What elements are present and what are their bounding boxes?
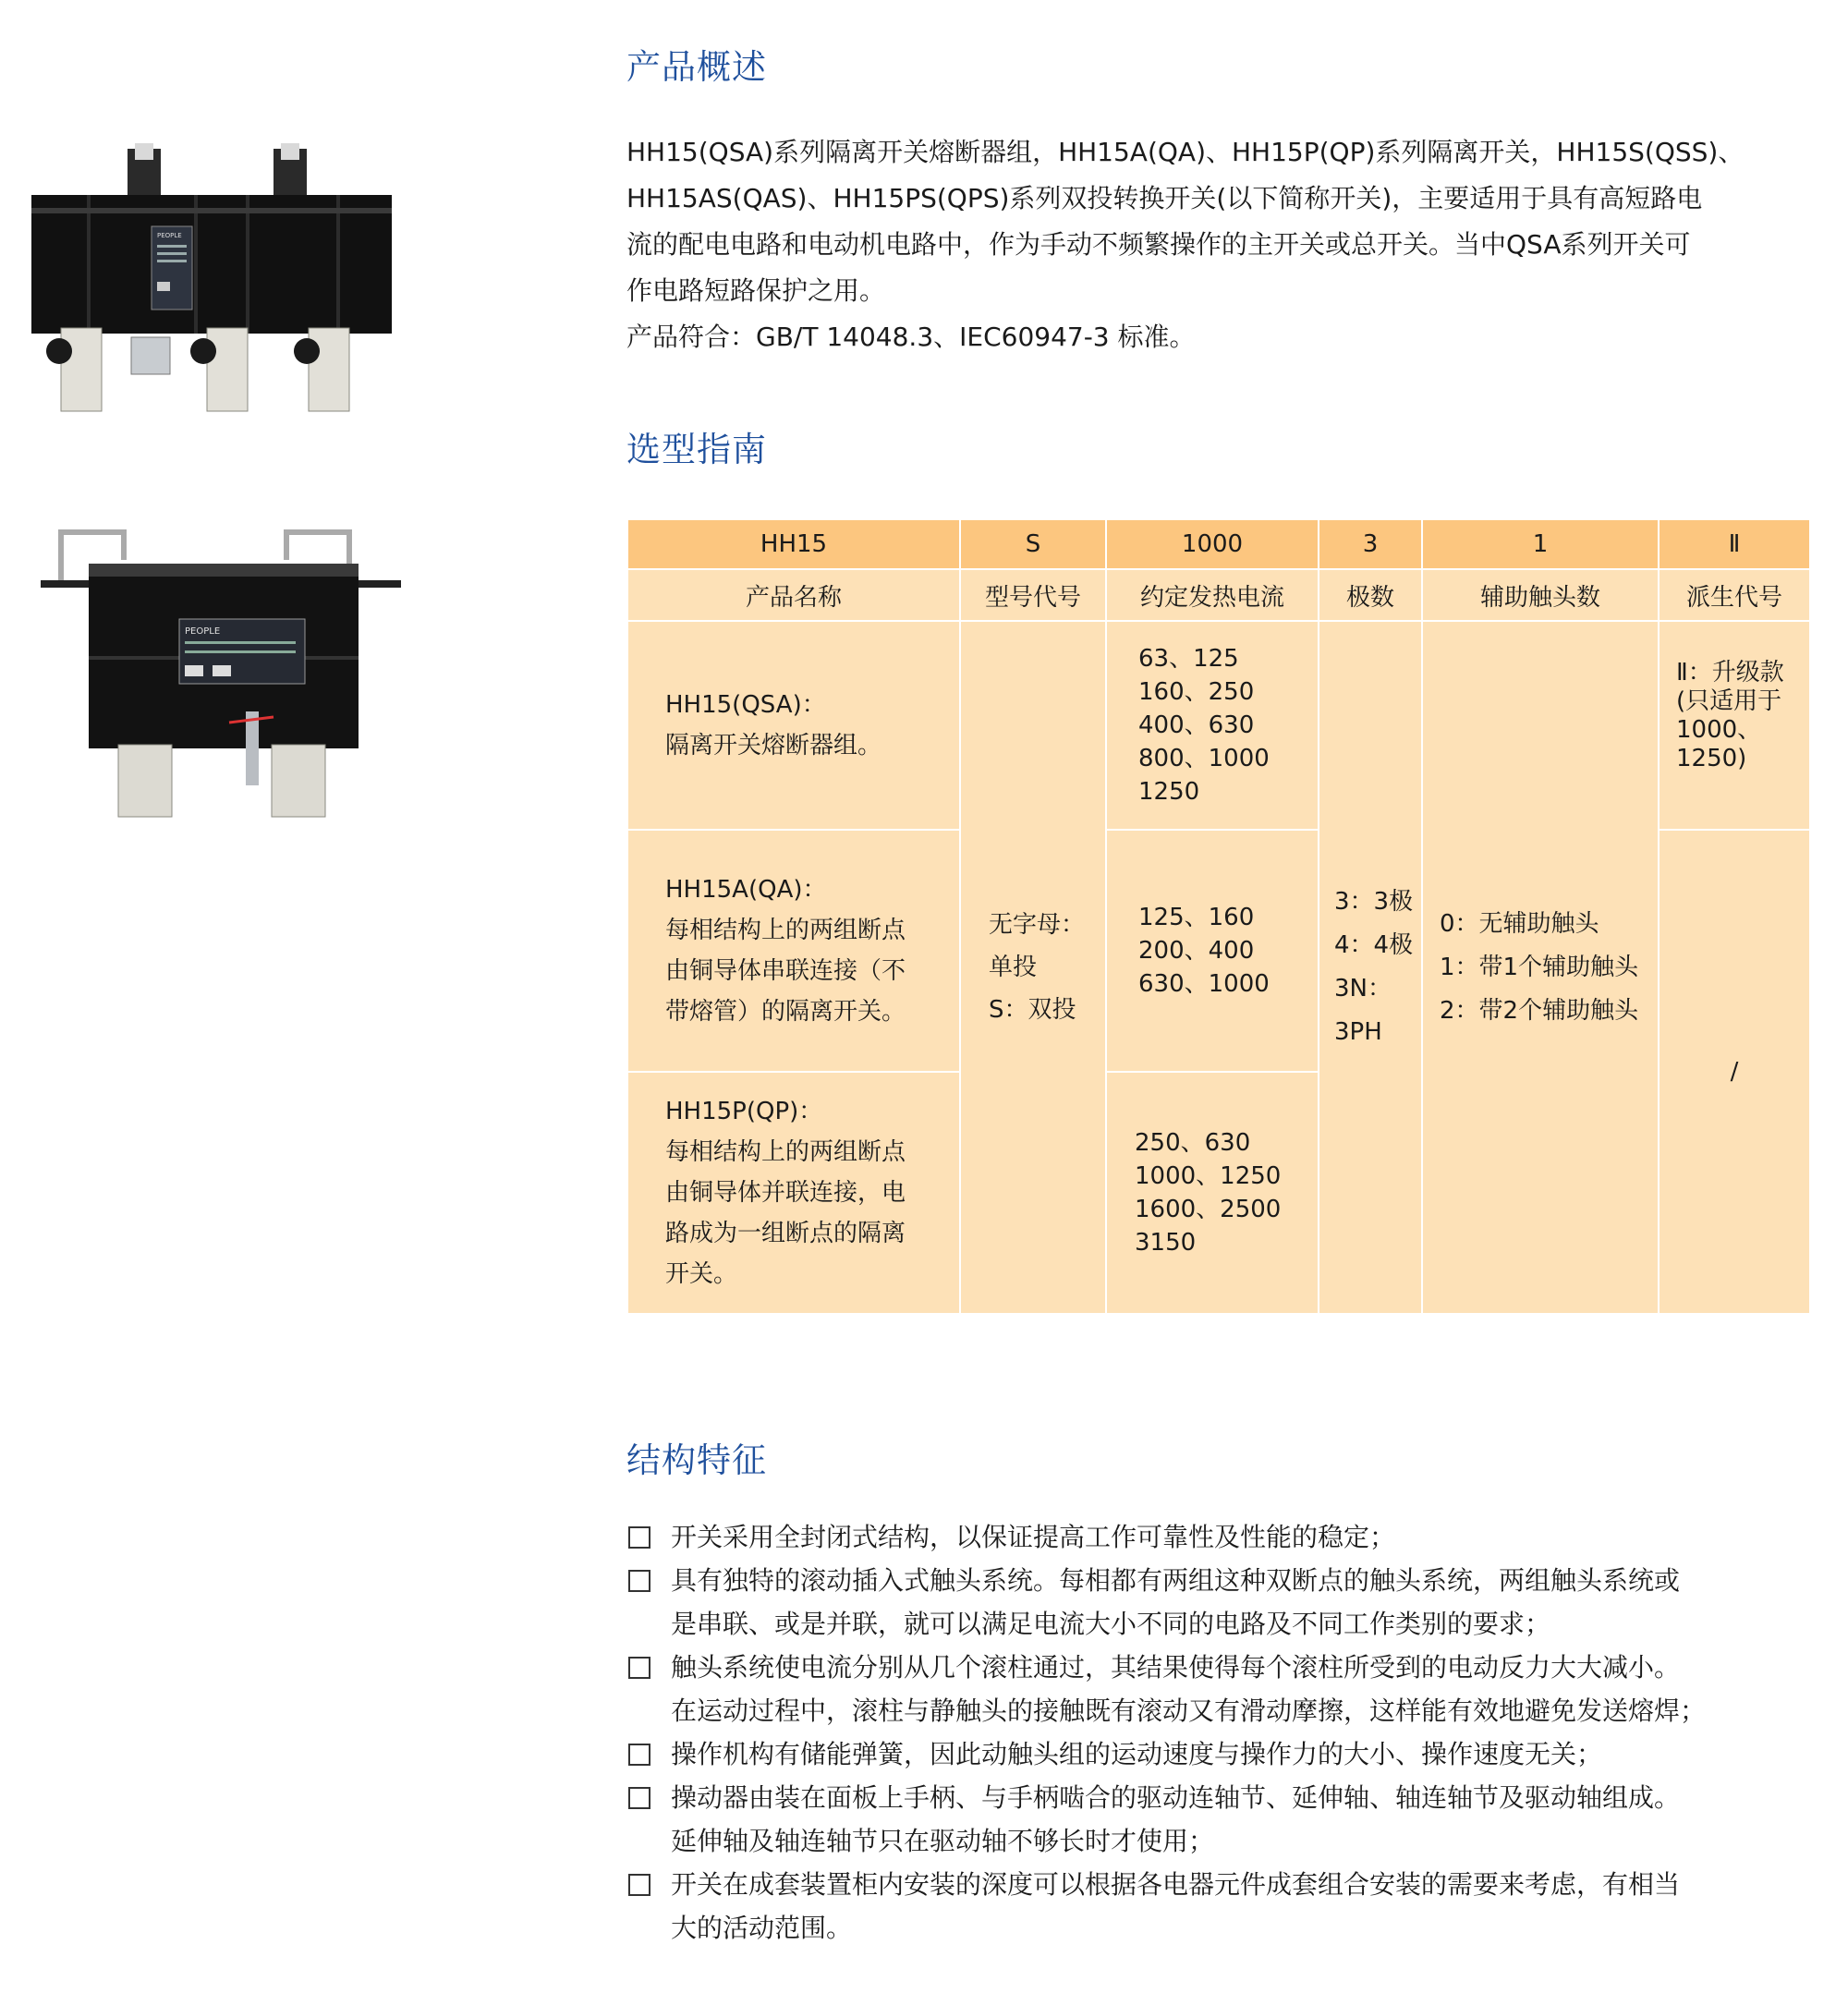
header-aux-contacts: 辅助触头数 [1422, 569, 1659, 621]
current-qp: 250、630 1000、1250 1600、2500 3150 [1106, 1072, 1319, 1314]
feature-item: 触头系统使电流分别从几个滚柱通过，其结果使得每个滚柱所受到的电动反力大大减小。 在运动过程中，滚柱与静触头的接触既有滚动又有滑动摩擦，这样能有效地避免发送熔焊； [626, 1646, 1828, 1732]
selection-table [626, 518, 1811, 1315]
header-rated-current: 约定发热电流 [1106, 569, 1319, 621]
code-type: S [960, 519, 1106, 569]
model-code-cell: 无字母： 单投 S：双投 [960, 621, 1106, 1314]
product-photo-switch [41, 527, 407, 822]
overview-line: 作电路短路保护之用。 [626, 275, 886, 306]
header-derived-code: 派生代号 [1659, 569, 1810, 621]
features-title: 结构特征 [626, 1440, 767, 1480]
code-derived: Ⅱ [1659, 519, 1810, 569]
feature-item: 开关在成套装置柜内安装的深度可以根据各电器元件成套组合安装的需要来考虑，有相当 大的活动范围。 [626, 1863, 1828, 1950]
derived-upgrade: Ⅱ：升级款 (只适用于 1000、 1250) [1659, 621, 1810, 830]
checkbox-square-icon [628, 1787, 650, 1809]
feature-item: 操作机构有储能弹簧，因此动触头组的运动速度与操作力的大小、操作速度无关； [626, 1732, 1828, 1776]
overview-line: HH15AS(QAS)、HH15PS(QPS)系列双投转换开关(以下简称开关)，主要适用于具有高短路电 [626, 183, 1703, 213]
checkbox-square-icon [628, 1570, 650, 1592]
overview-line: 流的配电电路和电动机电路中，作为手动不频繁操作的主开关或总开关。当中QSA系列开关可 [626, 229, 1691, 260]
checkbox-square-icon [628, 1526, 650, 1549]
product-name-qsa: HH15(QSA)： 隔离开关熔断器组。 [627, 621, 960, 830]
table-row [627, 621, 1810, 830]
derived-none: / [1659, 830, 1810, 1314]
features-list [626, 1515, 1828, 1950]
header-row [627, 569, 1810, 621]
overview-line: HH15(QSA)系列隔离开关熔断器组，HH15A(QA)、HH15P(QP)系列隔离开关，HH15S(QSS)、 [626, 137, 1745, 167]
nameplate-brand: PEOPLE [185, 626, 221, 637]
product-name-qp: HH15P(QP)： 每相结构上的两组断点 由铜导体并联连接，电 路成为一组断点的隔离 开关。 [627, 1072, 960, 1314]
current-qa: 125、160 200、400 630、1000 [1106, 830, 1319, 1072]
poles-cell: 3：3极 4：4极 3N： 3PH [1319, 621, 1422, 1314]
aux-contacts-cell: 0：无辅助触头 1：带1个辅助触头 2：带2个辅助触头 [1422, 621, 1659, 1314]
feature-item: 开关采用全封闭式结构，以保证提高工作可靠性及性能的稳定； [626, 1515, 1828, 1559]
overview-line: 产品符合：GB/T 14048.3、IEC60947-3 标准。 [626, 322, 1196, 352]
feature-item: 具有独特的滚动插入式触头系统。每相都有两组这种双断点的触头系统，两组触头系统或 是串联、或是并联，就可以满足电流大小不同的电路及不同工作类别的要求； [626, 1559, 1828, 1646]
checkbox-square-icon [628, 1744, 650, 1766]
overview-title: 产品概述 [626, 47, 767, 87]
code-series: HH15 [627, 519, 960, 569]
nameplate-brand: PEOPLE [157, 232, 182, 239]
header-poles: 极数 [1319, 569, 1422, 621]
checkbox-square-icon [628, 1657, 650, 1679]
checkbox-square-icon [628, 1874, 650, 1896]
current-qsa: 63、125 160、250 400、630 800、1000 1250 [1106, 621, 1319, 830]
header-product-name: 产品名称 [627, 569, 960, 621]
header-model-code: 型号代号 [960, 569, 1106, 621]
feature-item: 操动器由装在面板上手柄、与手柄啮合的驱动连轴节、延伸轴、轴连轴节及驱动轴组成。 延伸轴及轴连轴节只在驱动轴不够长时才使用； [626, 1776, 1828, 1863]
selection-title: 选型指南 [626, 430, 767, 469]
product-photo-front [31, 143, 401, 420]
overview-text [626, 129, 1828, 360]
product-name-qa: HH15A(QA)： 每相结构上的两组断点 由铜导体串联连接（不 带熔管）的隔离开关。 [627, 830, 960, 1072]
code-poles: 3 [1319, 519, 1422, 569]
model-code-row [627, 519, 1810, 569]
code-aux: 1 [1422, 519, 1659, 569]
code-current: 1000 [1106, 519, 1319, 569]
